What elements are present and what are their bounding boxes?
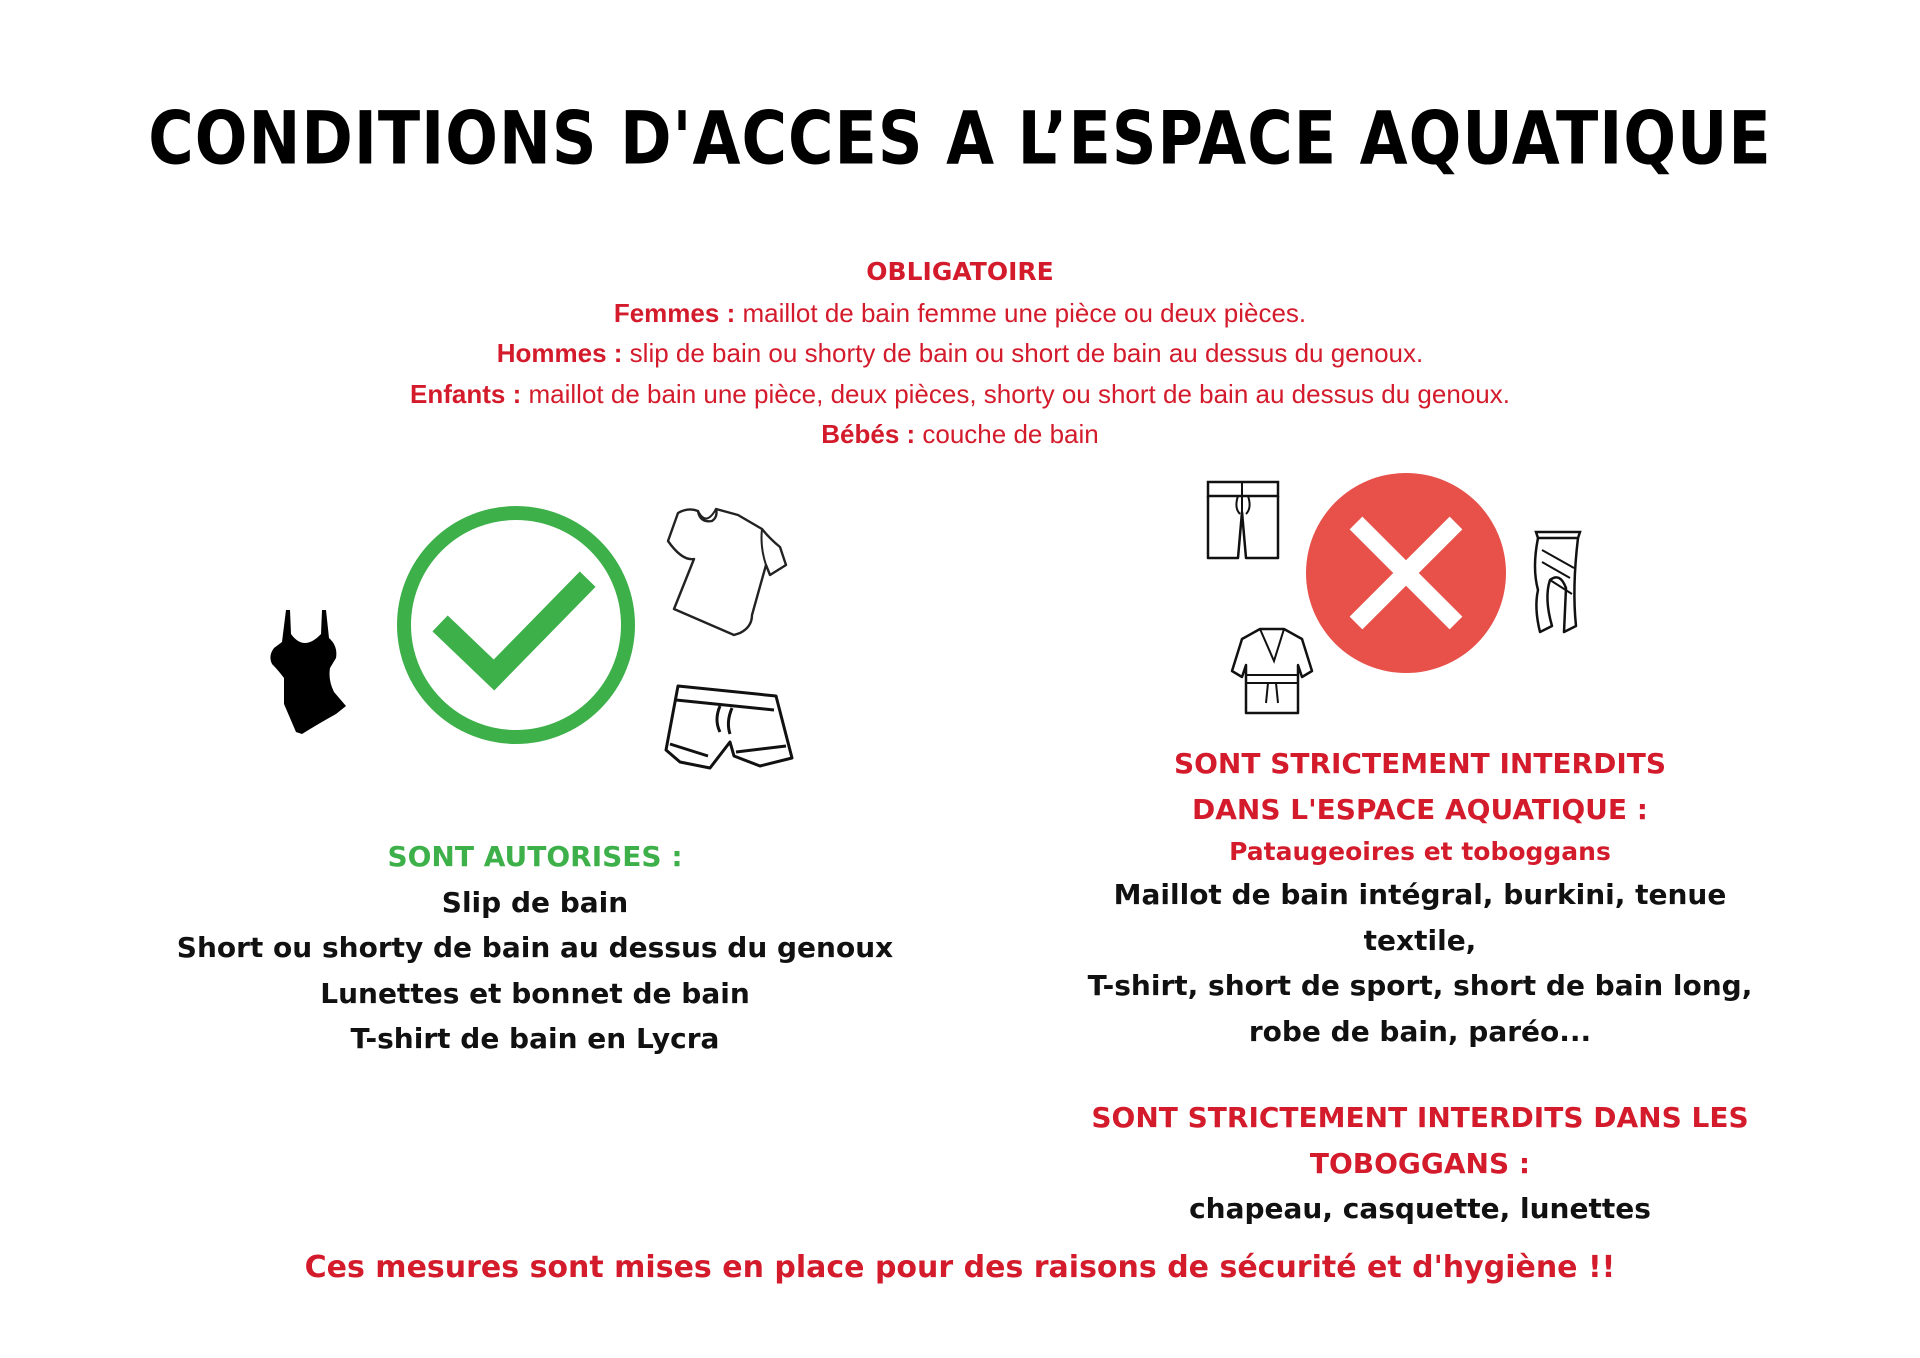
forbidden-area-section: [1040, 741, 1800, 1054]
forbidden-area-heading: DANS L'ESPACE AQUATIQUE :: [1192, 792, 1648, 826]
footer-note: Ces mesures sont mises en place pour des raisons de sécurité et d'hygiène !!: [304, 1250, 1616, 1285]
forbidden-area-item: robe de bain, paréo...: [1248, 1014, 1592, 1048]
swimsuit-icon: [266, 608, 356, 736]
obligatoire-line-bebes: Bébés : couche de bain: [821, 419, 1099, 449]
long-shorts-icon: [1204, 478, 1282, 562]
authorized-heading: SONT AUTORISES :: [387, 840, 683, 873]
obligatoire-line-femmes: Femmes : maillot de bain femme une pièce ou deux pièces.: [613, 297, 1307, 328]
obligatoire-block: [0, 252, 1920, 455]
page-title: CONDITIONS D'ACCES A L’ESPACE AQUATIQUE: [148, 95, 1772, 182]
forbidden-area-item: T-shirt, short de sport, short de bain long,: [1087, 969, 1753, 1002]
obligatoire-line-hommes: Hommes : slip de bain ou shorty de bain ou short de bain au dessus du genoux.: [496, 338, 1424, 368]
robe-icon: [1230, 625, 1314, 715]
close-circle-icon: [1304, 471, 1508, 675]
pareo-icon: [1530, 528, 1586, 636]
swim-shorts-icon: [664, 682, 796, 778]
authorized-item: Slip de bain: [441, 885, 629, 919]
authorized-item: T-shirt de bain en Lycra: [350, 1022, 720, 1055]
forbidden-area-item: textile,: [1363, 923, 1477, 957]
authorized-item: Lunettes et bonnet de bain: [320, 976, 750, 1010]
forbidden-slides-heading: TOBOGGANS :: [1309, 1146, 1531, 1180]
forbidden-slides-section: [1040, 1095, 1800, 1232]
forbidden-slides-heading: SONT STRICTEMENT INTERDITS DANS LES: [1091, 1101, 1749, 1134]
forbidden-area-heading: SONT STRICTEMENT INTERDITS: [1173, 747, 1667, 780]
obligatoire-line-enfants: Enfants : maillot de bain une pièce, deux pièces, shorty ou short de bain au dessus du genoux.: [410, 378, 1510, 409]
forbidden-area-subheading: Pataugeoires et toboggans: [1229, 837, 1611, 866]
obligatoire-heading: OBLIGATOIRE: [866, 257, 1054, 286]
forbidden-area-item: Maillot de bain intégral, burkini, tenue: [1113, 878, 1727, 911]
authorized-section: [120, 834, 950, 1062]
tshirt-icon: [666, 505, 788, 639]
check-circle-icon: [394, 503, 638, 747]
forbidden-slides-item: chapeau, casquette, lunettes: [1189, 1192, 1651, 1225]
authorized-item: Short ou shorty de bain au dessus du genoux: [176, 931, 894, 964]
